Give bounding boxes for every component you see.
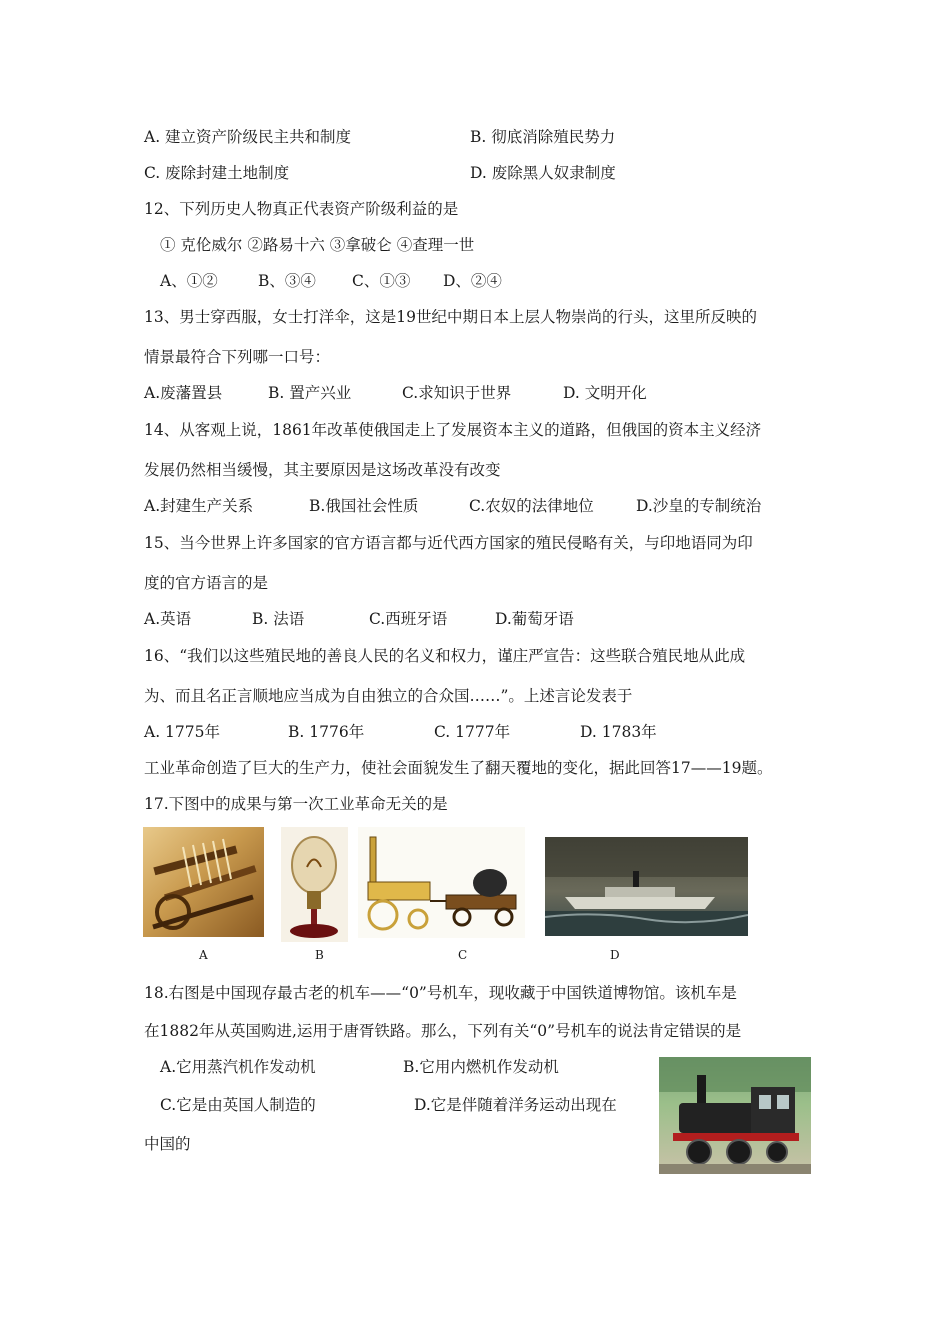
caption-d: D <box>610 948 620 962</box>
caption-a: A <box>199 948 208 962</box>
q14-option-b: B.俄国社会性质 <box>309 497 419 515</box>
q18-option-b: B.它用内燃机作发动机 <box>403 1058 559 1076</box>
q13-stem-line2: 情景最符合下列哪一口号： <box>144 348 331 366</box>
q13-option-d: D. 文明开化 <box>563 384 647 402</box>
q16-option-b: B. 1776年 <box>288 723 365 741</box>
q16-stem-line1: 16、“我们以这些殖民地的善良人民的名义和权力，谨庄严宣告：这些联合殖民地从此成 <box>144 647 746 665</box>
q18-option-a: A.它用蒸汽机作发动机 <box>160 1058 316 1076</box>
q14-option-d: D.沙皇的专制统治 <box>636 497 762 515</box>
q15-option-b: B. 法语 <box>252 610 305 628</box>
q15-stem-line2: 度的官方语言的是 <box>144 574 269 592</box>
locomotive-zero-photo <box>659 1057 811 1174</box>
q15-option-d: D.葡萄牙语 <box>495 610 574 628</box>
light-bulb-illustration <box>281 827 348 942</box>
steamboat-illustration <box>545 837 748 936</box>
q14-option-a: A.封建生产关系 <box>144 497 254 515</box>
rocket-locomotive-illustration <box>358 827 525 938</box>
caption-b: B <box>315 948 324 962</box>
q13-option-c: C.求知识于世界 <box>402 384 512 402</box>
q16-option-c: C. 1777年 <box>434 723 511 741</box>
spinning-machine-illustration <box>143 827 264 937</box>
q14-stem-line1: 14、从客观上说，1861年改革使俄国走上了发展资本主义的道路，但俄国的资本主义经济 <box>144 421 762 439</box>
light-bulb-photo <box>281 827 348 942</box>
q17-stem: 17.下图中的成果与第一次工业革命无关的是 <box>144 795 448 813</box>
q13-stem-line1: 13、男士穿西服，女士打洋伞，这是19世纪中期日本上层人物崇尚的行头，这里所反映的 <box>144 308 757 326</box>
q16-option-a: A. 1775年 <box>144 723 220 741</box>
q14-option-c: C.农奴的法律地位 <box>469 497 594 515</box>
q18-stem-line2: 在1882年从英国购进,运用于唐胥铁路。那么，下列有关“0”号机车的说法肯定错误的是 <box>144 1022 742 1040</box>
steam-locomotive-drawing <box>358 827 525 938</box>
q18-option-d-continuation: 中国的 <box>144 1135 191 1153</box>
q11-option-c: C. 废除封建土地制度 <box>144 164 290 182</box>
q15-option-a: A.英语 <box>144 610 192 628</box>
q11-option-b: B. 彻底消除殖民势力 <box>470 128 616 146</box>
spinning-machine-photo <box>143 827 264 937</box>
q11-option-d: D. 废除黑人奴隶制度 <box>470 164 616 182</box>
q13-option-a: A.废藩置县 <box>144 384 223 402</box>
q13-option-b: B. 置产兴业 <box>268 384 352 402</box>
steamboat-photo <box>545 837 748 936</box>
q16-option-d: D. 1783年 <box>580 723 657 741</box>
q18-stem-line1: 18.右图是中国现存最古老的机车——“0”号机车，现收藏于中国铁道博物馆。该机车是 <box>144 984 737 1002</box>
q18-option-d: D.它是伴随着洋务运动出现在 <box>414 1096 617 1114</box>
q12-items: ① 克伦威尔 ②路易十六 ③拿破仑 ④查理一世 <box>160 236 475 254</box>
caption-c: C <box>458 948 468 962</box>
q15-stem-line1: 15、当今世界上许多国家的官方语言都与近代西方国家的殖民侵略有关，与印地语同为印 <box>144 534 753 552</box>
q12-option-d: D、②④ <box>443 272 502 290</box>
q14-stem-line2: 发展仍然相当缓慢，其主要原因是这场改革没有改变 <box>144 461 501 479</box>
q12-stem: 12、下列历史人物真正代表资产阶级利益的是 <box>144 200 459 218</box>
q16-stem-line2: 为、而且名正言顺地应当成为自由独立的合众国……”。上述言论发表于 <box>144 687 633 705</box>
q12-option-b: B、③④ <box>258 272 316 290</box>
q12-option-c: C、①③ <box>352 272 411 290</box>
q12-option-a: A、①② <box>160 272 218 290</box>
q11-option-a: A. 建立资产阶级民主共和制度 <box>144 128 352 146</box>
q18-option-c: C.它是由英国人制造的 <box>160 1096 316 1114</box>
locomotive-zero-illustration <box>659 1057 811 1174</box>
section-intro: 工业革命创造了巨大的生产力，使社会面貌发生了翻天覆地的变化，据此回答17——19题。 <box>144 759 773 777</box>
q15-option-c: C.西班牙语 <box>369 610 448 628</box>
